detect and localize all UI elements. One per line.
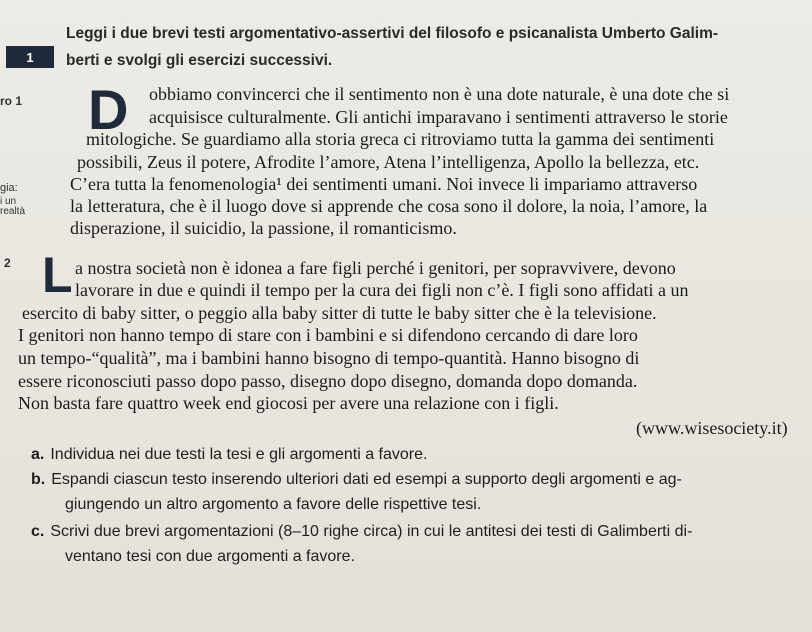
question-a bbox=[31, 446, 427, 464]
text1-line-1: obbiamo convincerci che il sentimento non è una dote naturale, è una dote che si bbox=[149, 84, 730, 104]
text1-line-2: acquisisce culturalmente. Gli antichi imparavano i sentimenti attraverso le storie bbox=[149, 107, 728, 127]
question-b-letter: b. bbox=[31, 471, 46, 488]
margin-note-line-3: realtà bbox=[0, 206, 26, 217]
text2-line-2: lavorare in due e quindi il tempo per la cura dei figli non c’è. I figli sono affidati a un bbox=[75, 280, 689, 300]
question-b-text-line-2: giungendo un altro argomento a favore delle rispettive tesi. bbox=[65, 496, 482, 513]
text1-dropcap: D bbox=[88, 78, 129, 141]
margin-note-line-1: gia: bbox=[0, 182, 18, 194]
margin-label-testo-1: ro 1 bbox=[0, 94, 23, 108]
question-c-letter: c. bbox=[31, 523, 45, 540]
exercise-instruction-line-1: Leggi i due brevi testi argomentativo-assertivi del filosofo e psicanalista Umberto Galim- bbox=[66, 25, 719, 42]
question-b-text-line-1: Espandi ciascun testo inserendo ulteriori dati ed esempi a supporto degli argomenti e ag- bbox=[51, 471, 682, 488]
margin-label-testo-2: 2 bbox=[4, 256, 11, 270]
text1-line-6: la letteratura, che è il luogo dove si apprende che cosa sono il dolore, la noia, l’amore, la bbox=[70, 196, 708, 216]
text2-source: (www.wisesociety.it) bbox=[636, 418, 788, 438]
text2-line-3: esercito di baby sitter, o peggio alla baby sitter di tutte le baby sitter che è la televisione. bbox=[22, 303, 657, 323]
text1-line-3: mitologiche. Se guardiamo alla storia greca ci ritroviamo tutta la gamma dei sentimenti bbox=[86, 129, 715, 149]
question-a-letter: a. bbox=[31, 446, 45, 463]
text2-line-7: Non basta fare quattro week end giocosi per avere una relazione con i figli. bbox=[18, 393, 559, 413]
question-c-text-line-2: ventano tesi con due argomenti a favore. bbox=[65, 548, 355, 565]
question-b bbox=[31, 471, 682, 489]
text1-line-7: disperazione, il suicidio, la passione, il romanticismo. bbox=[70, 218, 457, 238]
text2-dropcap: L bbox=[42, 247, 73, 303]
text2-line-5: un tempo-“qualità”, ma i bambini hanno bisogno di tempo-quantità. Hanno bisogno di bbox=[18, 348, 640, 368]
text1-line-4: possibili, Zeus il potere, Afrodite l’amore, Atena l’intelligenza, Apollo la bellezza, etc. bbox=[77, 152, 700, 172]
margin-note-line-2: i un bbox=[0, 196, 17, 207]
question-c bbox=[31, 523, 692, 541]
text2-line-4: I genitori non hanno tempo di stare con i bambini e si difendono cercando di dare loro bbox=[18, 325, 638, 345]
text2-line-6: essere riconosciuti passo dopo passo, disegno dopo disegno, domanda dopo domanda. bbox=[18, 371, 638, 391]
question-a-text: Individua nei due testi la tesi e gli argomenti a favore. bbox=[50, 446, 428, 463]
text1-line-5: C’era tutta la fenomenologia¹ dei sentimenti umani. Noi invece li impariamo attraverso bbox=[70, 174, 698, 194]
question-c-text-line-1: Scrivi due brevi argomentazioni (8–10 righe circa) in cui le antitesi dei testi di Galimberti di- bbox=[50, 523, 693, 540]
text2-line-1: a nostra società non è idonea a fare figli perché i genitori, per sopravvivere, devono bbox=[75, 258, 676, 278]
exercise-instruction-line-2: berti e svolgi gli esercizi successivi. bbox=[66, 52, 333, 69]
exercise-number-badge: 1 bbox=[6, 46, 54, 68]
